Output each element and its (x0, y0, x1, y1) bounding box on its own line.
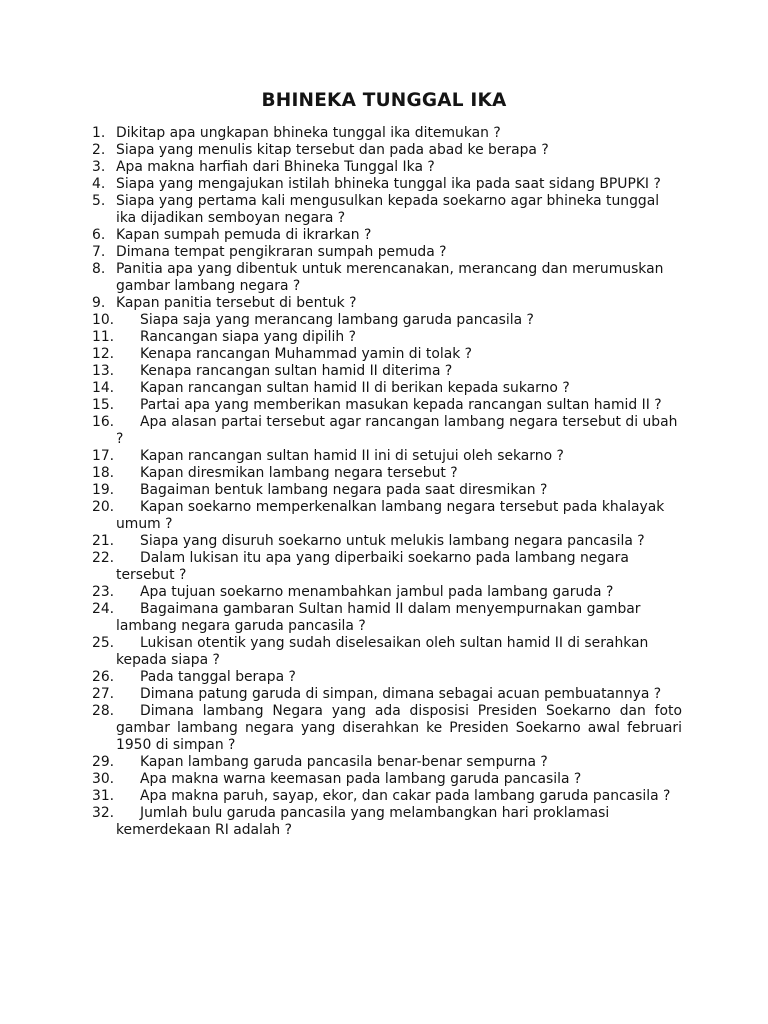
question-text: Lukisan otentik yang sudah diselesaikan oleh sultan hamid II di serahkan kepada siapa ? (116, 635, 649, 668)
question-text: Dimana patung garuda di simpan, dimana sebagai acuan pembuatannya ? (140, 686, 662, 702)
question-text: Panitia apa yang dibentuk untuk merencanakan, merancang dan merumuskan gambar lambang negara ? (116, 261, 664, 294)
question-text: Siapa saja yang merancang lambang garuda pancasila ? (140, 312, 534, 328)
question-text: Kenapa rancangan Muhammad yamin di tolak ? (140, 346, 473, 362)
question-item (92, 193, 682, 227)
question-number: 15. (92, 397, 115, 413)
question-item (92, 635, 682, 669)
question-text: Kapan rancangan sultan hamid II ini di setujui oleh sekarno ? (140, 448, 564, 464)
question-item (92, 414, 682, 448)
question-text: Kenapa rancangan sultan hamid II diterima ? (140, 363, 453, 379)
question-number: 13. (92, 363, 115, 379)
question-text: Siapa yang pertama kali mengusulkan kepada soekarno agar bhineka tunggal ika dijadikan semboyan negara ? (116, 193, 660, 226)
question-text: Apa makna warna keemasan pada lambang garuda pancasila ? (140, 771, 582, 787)
question-number: 6. (92, 227, 106, 243)
question-number: 5. (92, 193, 106, 209)
question-text: Kapan lambang garuda pancasila benar-benar sempurna ? (140, 754, 548, 770)
question-item (92, 312, 682, 329)
question-number: 21. (92, 533, 115, 549)
question-number: 14. (92, 380, 115, 396)
question-text: Dikitap apa ungkapan bhineka tunggal ika ditemukan ? (116, 125, 501, 141)
question-number: 8. (92, 261, 106, 277)
question-number: 1. (92, 125, 106, 141)
question-text: Apa tujuan soekarno menambahkan jambul pada lambang garuda ? (140, 584, 614, 600)
question-number: 17. (92, 448, 115, 464)
question-item (92, 244, 682, 261)
question-text: Kapan sumpah pemuda di ikrarkan ? (116, 227, 372, 243)
question-item (92, 482, 682, 499)
question-item (92, 533, 682, 550)
question-text: Kapan panitia tersebut di bentuk ? (116, 295, 357, 311)
question-item (92, 261, 682, 295)
question-item (92, 346, 682, 363)
question-item (92, 380, 682, 397)
question-text: Jumlah bulu garuda pancasila yang melambangkan hari proklamasi kemerdekaan RI adalah ? (116, 805, 610, 838)
question-item (92, 584, 682, 601)
question-text: Dimana tempat pengikraran sumpah pemuda ? (116, 244, 447, 260)
question-number: 24. (92, 601, 115, 617)
question-number: 18. (92, 465, 115, 481)
question-number: 31. (92, 788, 115, 804)
question-text: Kapan rancangan sultan hamid II di berikan kepada sukarno ? (140, 380, 570, 396)
question-number: 4. (92, 176, 106, 192)
question-number: 30. (92, 771, 115, 787)
question-number: 2. (92, 142, 106, 158)
question-number: 22. (92, 550, 115, 566)
question-number: 27. (92, 686, 115, 702)
question-text: Siapa yang menulis kitap tersebut dan pada abad ke berapa ? (116, 142, 549, 158)
question-list (92, 125, 682, 839)
question-number: 3. (92, 159, 106, 175)
question-number: 20. (92, 499, 115, 515)
question-item (92, 465, 682, 482)
question-number: 26. (92, 669, 115, 685)
question-number: 10. (92, 312, 115, 328)
question-item (92, 397, 682, 414)
question-text: Kapan diresmikan lambang negara tersebut ? (140, 465, 458, 481)
question-item (92, 363, 682, 380)
question-item (92, 771, 682, 788)
question-text: Bagaiman bentuk lambang negara pada saat diresmikan ? (140, 482, 548, 498)
question-number: 9. (92, 295, 106, 311)
question-number: 32. (92, 805, 115, 821)
question-number: 12. (92, 346, 115, 362)
question-text: Apa alasan partai tersebut agar rancangan lambang negara tersebut di ubah ? (116, 414, 678, 447)
question-number: 25. (92, 635, 115, 651)
question-item (92, 788, 682, 805)
question-item (92, 703, 682, 754)
question-number: 29. (92, 754, 115, 770)
question-item (92, 669, 682, 686)
question-text: Siapa yang disuruh soekarno untuk melukis lambang negara pancasila ? (140, 533, 645, 549)
question-text: Rancangan siapa yang dipilih ? (140, 329, 356, 345)
question-text: Bagaimana gambaran Sultan hamid II dalam menyempurnakan gambar lambang negara garuda pancasila ? (116, 601, 641, 634)
question-item (92, 159, 682, 176)
question-number: 11. (92, 329, 115, 345)
question-number: 16. (92, 414, 115, 430)
question-number: 23. (92, 584, 115, 600)
question-number: 28. (92, 703, 115, 719)
question-item (92, 295, 682, 312)
question-item (92, 550, 682, 584)
question-item (92, 499, 682, 533)
question-text: Dimana lambang Negara yang ada disposisi Presiden Soekarno dan foto gambar lambang negara yang diserahkan ke Presiden Soekarno awal februari 1950 di simpan ? (116, 703, 682, 753)
question-text: Pada tanggal berapa ? (140, 669, 296, 685)
question-item (92, 754, 682, 771)
question-number: 7. (92, 244, 106, 260)
question-item (92, 142, 682, 159)
question-item (92, 227, 682, 244)
question-item (92, 176, 682, 193)
question-number: 19. (92, 482, 115, 498)
question-item (92, 125, 682, 142)
document-title: BHINEKA TUNGGAL IKA (261, 90, 507, 111)
question-text: Dalam lukisan itu apa yang diperbaiki soekarno pada lambang negara tersebut ? (116, 550, 629, 583)
question-text: Apa makna harfiah dari Bhineka Tunggal Ika ? (116, 159, 435, 175)
question-item (92, 448, 682, 465)
question-item (92, 686, 682, 703)
question-text: Partai apa yang memberikan masukan kepada rancangan sultan hamid II ? (140, 397, 662, 413)
question-text: Siapa yang mengajukan istilah bhineka tunggal ika pada saat sidang BPUPKI ? (116, 176, 661, 192)
question-item (92, 329, 682, 346)
question-text: Kapan soekarno memperkenalkan lambang negara tersebut pada khalayak umum ? (116, 499, 665, 532)
question-item (92, 805, 682, 839)
question-text: Apa makna paruh, sayap, ekor, dan cakar pada lambang garuda pancasila ? (140, 788, 671, 804)
question-item (92, 601, 682, 635)
